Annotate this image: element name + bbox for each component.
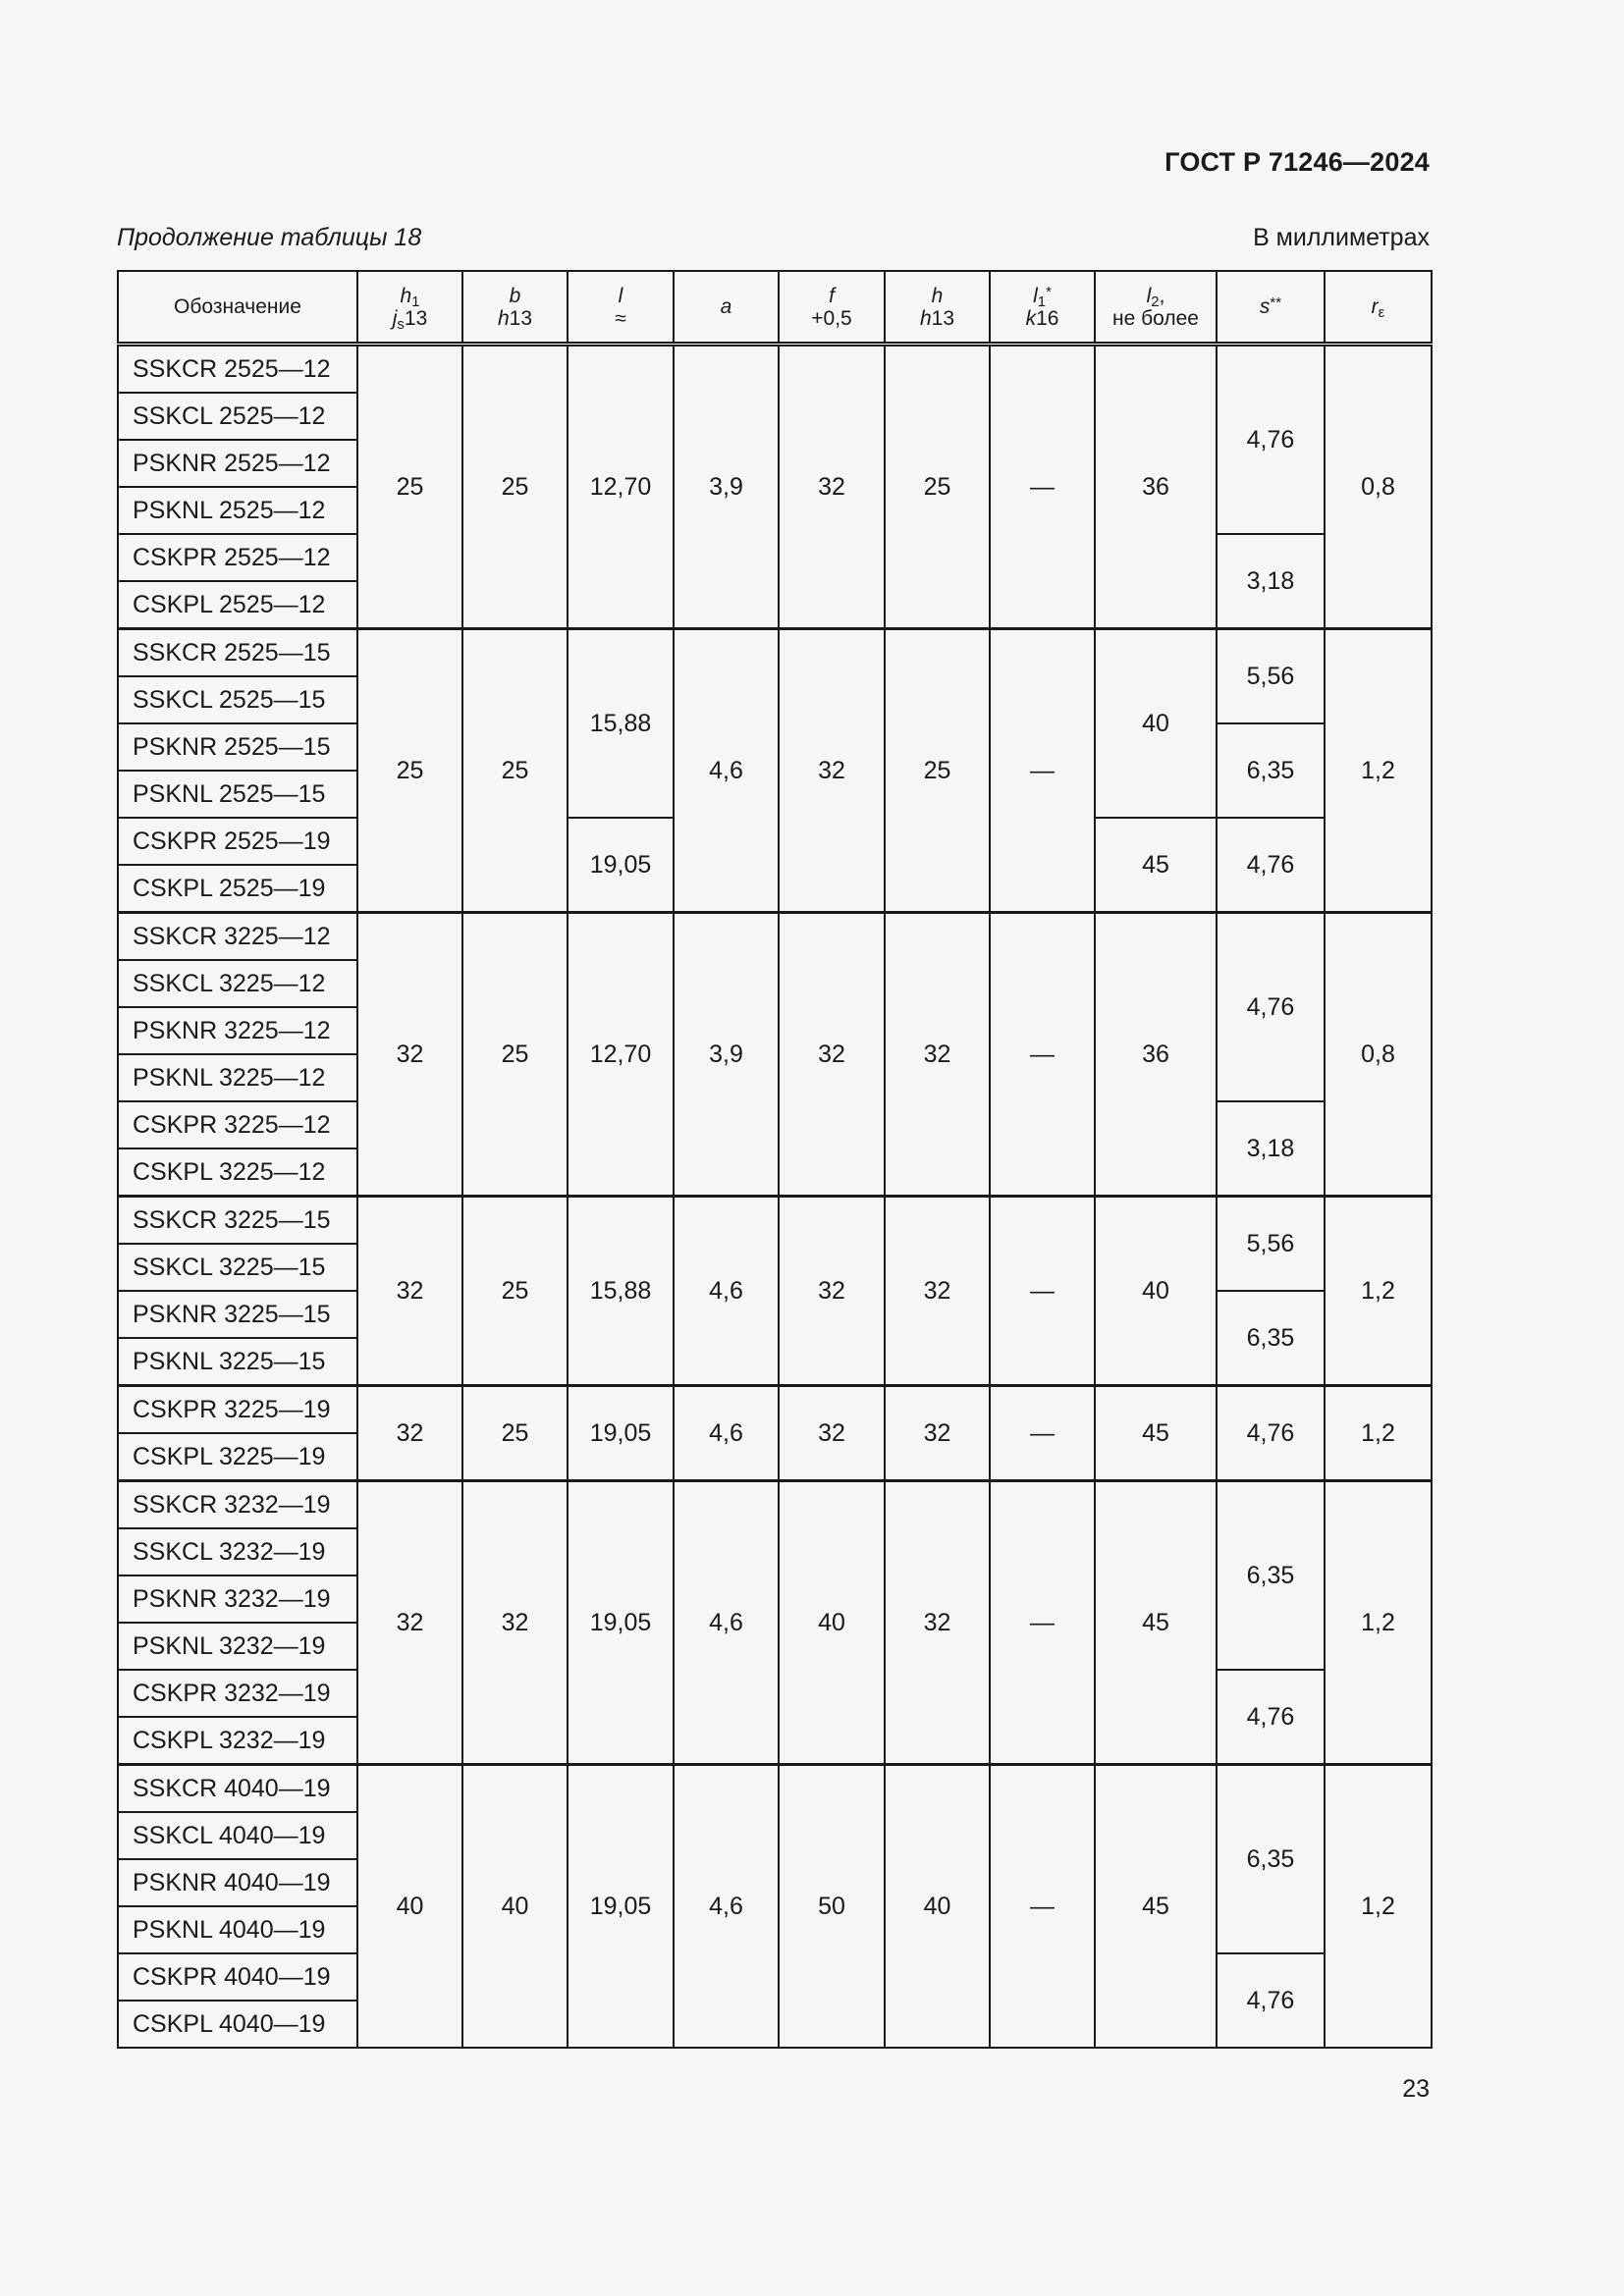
header-symbol: l	[618, 284, 623, 307]
l-cell: 19,05	[568, 1481, 674, 1765]
header-tolerance: ≈	[615, 306, 626, 330]
l2-cell: 45	[1095, 818, 1217, 913]
a-cell: 4,6	[674, 1481, 779, 1765]
a-cell: 4,6	[674, 1386, 779, 1481]
table-header-row	[118, 271, 1432, 345]
l2-cell: 40	[1095, 629, 1217, 819]
header-symbol: h	[931, 284, 944, 307]
l2-cell: 45	[1095, 1386, 1217, 1481]
designation-cell: PSKNR 2525—12	[118, 440, 357, 487]
h-cell: 25	[885, 345, 990, 629]
column-header-l	[568, 271, 674, 345]
header-tolerance: 16	[1036, 306, 1059, 330]
r-epsilon-cell: 0,8	[1325, 345, 1432, 629]
header-symbol: h	[400, 284, 412, 307]
table-body	[118, 345, 1432, 2049]
f-cell: 50	[779, 1765, 885, 2049]
header-subscript: 2	[1151, 293, 1160, 310]
table-caption-row	[117, 224, 1430, 252]
f-cell: 40	[779, 1481, 885, 1765]
header-symbol: r	[1371, 295, 1379, 318]
h1-cell: 32	[357, 1197, 462, 1386]
l2-cell: 36	[1095, 345, 1217, 629]
designation-cell: PSKNL 2525—12	[118, 487, 357, 534]
s-cell: 4,76	[1217, 1386, 1325, 1481]
designation-cell: CSKPR 2525—19	[118, 818, 357, 865]
l2-cell: 40	[1095, 1197, 1217, 1386]
designation-cell: SSKCR 2525—12	[118, 345, 357, 394]
designation-cell: PSKNR 3225—15	[118, 1291, 357, 1338]
b-cell: 40	[462, 1765, 568, 2049]
designation-cell: CSKPL 3225—12	[118, 1148, 357, 1197]
f-cell: 32	[779, 1197, 885, 1386]
r-epsilon-cell: 1,2	[1325, 1197, 1432, 1386]
header-tolerance: +0,5	[811, 306, 852, 330]
header-subscript: ε	[1378, 304, 1385, 321]
column-header-b	[462, 271, 568, 345]
header-tolerance-symbol: h	[919, 306, 932, 330]
l1-cell: —	[990, 629, 1095, 913]
l-cell: 12,70	[568, 345, 674, 629]
designation-cell: CSKPL 3225—19	[118, 1433, 357, 1481]
l-cell: 15,88	[568, 629, 674, 819]
table-row	[118, 913, 1432, 961]
l1-cell: —	[990, 913, 1095, 1197]
column-header-designation	[118, 271, 357, 345]
r-epsilon-cell: 1,2	[1325, 1765, 1432, 2049]
h1-cell: 25	[357, 629, 462, 913]
designation-cell: PSKNR 3232—19	[118, 1575, 357, 1623]
l1-cell: —	[990, 1765, 1095, 2049]
designation-cell: SSKCR 3232—19	[118, 1481, 357, 1529]
h-cell: 32	[885, 1481, 990, 1765]
designation-cell: SSKCL 2525—15	[118, 676, 357, 723]
header-subscript: 1	[1037, 293, 1047, 310]
table-row	[118, 1481, 1432, 1529]
a-cell: 4,6	[674, 629, 779, 913]
page-number: 23	[1402, 2075, 1430, 2103]
h1-cell: 40	[357, 1765, 462, 2049]
designation-cell: SSKCL 3232—19	[118, 1528, 357, 1575]
column-header-l1	[990, 271, 1095, 345]
r-epsilon-cell: 1,2	[1325, 1481, 1432, 1765]
designation-cell: CSKPR 4040—19	[118, 1953, 357, 2001]
l1-cell: —	[990, 1481, 1095, 1765]
l1-cell: —	[990, 345, 1095, 629]
header-tolerance-symbol: j	[392, 306, 398, 330]
table-row	[118, 629, 1432, 677]
s-cell: 4,76	[1217, 345, 1325, 535]
table-row	[118, 345, 1432, 394]
a-cell: 4,6	[674, 1765, 779, 2049]
designation-cell: PSKNL 3225—12	[118, 1054, 357, 1101]
designation-cell: CSKPL 2525—12	[118, 581, 357, 629]
b-cell: 25	[462, 913, 568, 1197]
h-cell: 40	[885, 1765, 990, 2049]
b-cell: 25	[462, 1386, 568, 1481]
s-cell: 6,35	[1217, 1291, 1325, 1386]
h1-cell: 32	[357, 1386, 462, 1481]
l1-cell: —	[990, 1386, 1095, 1481]
l2-cell: 45	[1095, 1765, 1217, 2049]
l-cell: 12,70	[568, 913, 674, 1197]
designation-cell: SSKCL 2525—12	[118, 393, 357, 440]
l2-cell: 45	[1095, 1481, 1217, 1765]
column-header-f	[779, 271, 885, 345]
header-label: Обозначение	[174, 295, 301, 318]
b-cell: 25	[462, 345, 568, 629]
designation-cell: SSKCR 3225—12	[118, 913, 357, 961]
l-cell: 15,88	[568, 1197, 674, 1386]
header-symbol: l	[1033, 284, 1038, 307]
column-header-h1	[357, 271, 462, 345]
a-cell: 3,9	[674, 345, 779, 629]
designation-cell: PSKNL 4040—19	[118, 1906, 357, 1953]
s-cell: 3,18	[1217, 534, 1325, 629]
header-subscript: 1	[411, 293, 420, 310]
l-cell: 19,05	[568, 1386, 674, 1481]
s-cell: 5,56	[1217, 1197, 1325, 1292]
r-epsilon-cell: 1,2	[1325, 1386, 1432, 1481]
l-cell: 19,05	[568, 1765, 674, 2049]
designation-cell: PSKNR 2525—15	[118, 723, 357, 771]
h-cell: 32	[885, 1197, 990, 1386]
a-cell: 3,9	[674, 913, 779, 1197]
table-row	[118, 1197, 1432, 1245]
designation-cell: PSKNL 3225—15	[118, 1338, 357, 1386]
h1-cell: 25	[357, 345, 462, 629]
f-cell: 32	[779, 1386, 885, 1481]
table-row	[118, 1765, 1432, 1813]
header-tolerance-symbol: k	[1025, 306, 1037, 330]
header-tolerance: не более	[1112, 306, 1199, 330]
designation-cell: PSKNR 4040—19	[118, 1859, 357, 1906]
designation-cell: PSKNL 2525—15	[118, 771, 357, 818]
l1-cell: —	[990, 1197, 1095, 1386]
r-epsilon-cell: 0,8	[1325, 913, 1432, 1197]
b-cell: 32	[462, 1481, 568, 1765]
dimensions-table	[117, 270, 1433, 2049]
s-cell: 4,76	[1217, 913, 1325, 1102]
header-symbol: l	[1146, 284, 1152, 307]
r-epsilon-cell: 1,2	[1325, 629, 1432, 913]
l2-cell: 36	[1095, 913, 1217, 1197]
table-continuation-caption: Продолжение таблицы 18	[117, 224, 422, 251]
designation-cell: SSKCL 3225—15	[118, 1244, 357, 1291]
designation-cell: CSKPR 3225—19	[118, 1386, 357, 1434]
designation-cell: PSKNR 3225—12	[118, 1007, 357, 1054]
header-tolerance: 13	[931, 306, 955, 330]
s-cell: 4,76	[1217, 1670, 1325, 1765]
designation-cell: CSKPR 2525—12	[118, 534, 357, 581]
designation-cell: SSKCR 4040—19	[118, 1765, 357, 1813]
column-header-h	[885, 271, 990, 345]
l-cell: 19,05	[568, 818, 674, 913]
column-header-a	[674, 271, 779, 345]
h-cell: 32	[885, 913, 990, 1197]
designation-cell: SSKCL 3225—12	[118, 960, 357, 1007]
header-tolerance-subscript: s	[397, 315, 405, 333]
designation-cell: CSKPL 4040—19	[118, 2001, 357, 2048]
s-cell: 6,35	[1217, 1481, 1325, 1671]
header-superscript: *	[1046, 283, 1052, 300]
designation-cell: CSKPR 3225—12	[118, 1101, 357, 1148]
h-cell: 32	[885, 1386, 990, 1481]
f-cell: 32	[779, 345, 885, 629]
column-header-r	[1325, 271, 1432, 345]
s-cell: 5,56	[1217, 629, 1325, 724]
s-cell: 6,35	[1217, 1765, 1325, 1954]
header-tolerance-symbol: h	[497, 306, 510, 330]
b-cell: 25	[462, 629, 568, 913]
h1-cell: 32	[357, 913, 462, 1197]
f-cell: 32	[779, 913, 885, 1197]
header-symbol: b	[509, 284, 521, 307]
a-cell: 4,6	[674, 1197, 779, 1386]
header-superscript: **	[1270, 294, 1282, 311]
s-cell: 4,76	[1217, 1953, 1325, 2048]
h-cell: 25	[885, 629, 990, 913]
designation-cell: SSKCL 4040—19	[118, 1812, 357, 1859]
designation-cell: SSKCR 3225—15	[118, 1197, 357, 1245]
header-symbol: a	[720, 295, 732, 318]
h1-cell: 32	[357, 1481, 462, 1765]
column-header-l2	[1095, 271, 1217, 345]
header-tolerance: 13	[509, 306, 533, 330]
table-row	[118, 1386, 1432, 1434]
designation-cell: CSKPL 2525—19	[118, 865, 357, 913]
column-header-s	[1217, 271, 1325, 345]
designation-cell: CSKPL 3232—19	[118, 1717, 357, 1765]
header-symbol: f	[829, 284, 835, 307]
f-cell: 32	[779, 629, 885, 913]
designation-cell: CSKPR 3232—19	[118, 1670, 357, 1717]
s-cell: 3,18	[1217, 1101, 1325, 1197]
s-cell: 6,35	[1217, 723, 1325, 818]
header-symbol: s	[1259, 295, 1271, 318]
document-code: ГОСТ Р 71246—2024	[1164, 147, 1430, 177]
designation-cell: PSKNL 3232—19	[118, 1623, 357, 1670]
designation-cell: SSKCR 2525—15	[118, 629, 357, 677]
header-tolerance: 13	[404, 306, 428, 330]
b-cell: 25	[462, 1197, 568, 1386]
table-units-note: В миллиметрах	[1253, 224, 1430, 251]
s-cell: 4,76	[1217, 818, 1325, 913]
header-trail: ,	[1159, 284, 1165, 307]
